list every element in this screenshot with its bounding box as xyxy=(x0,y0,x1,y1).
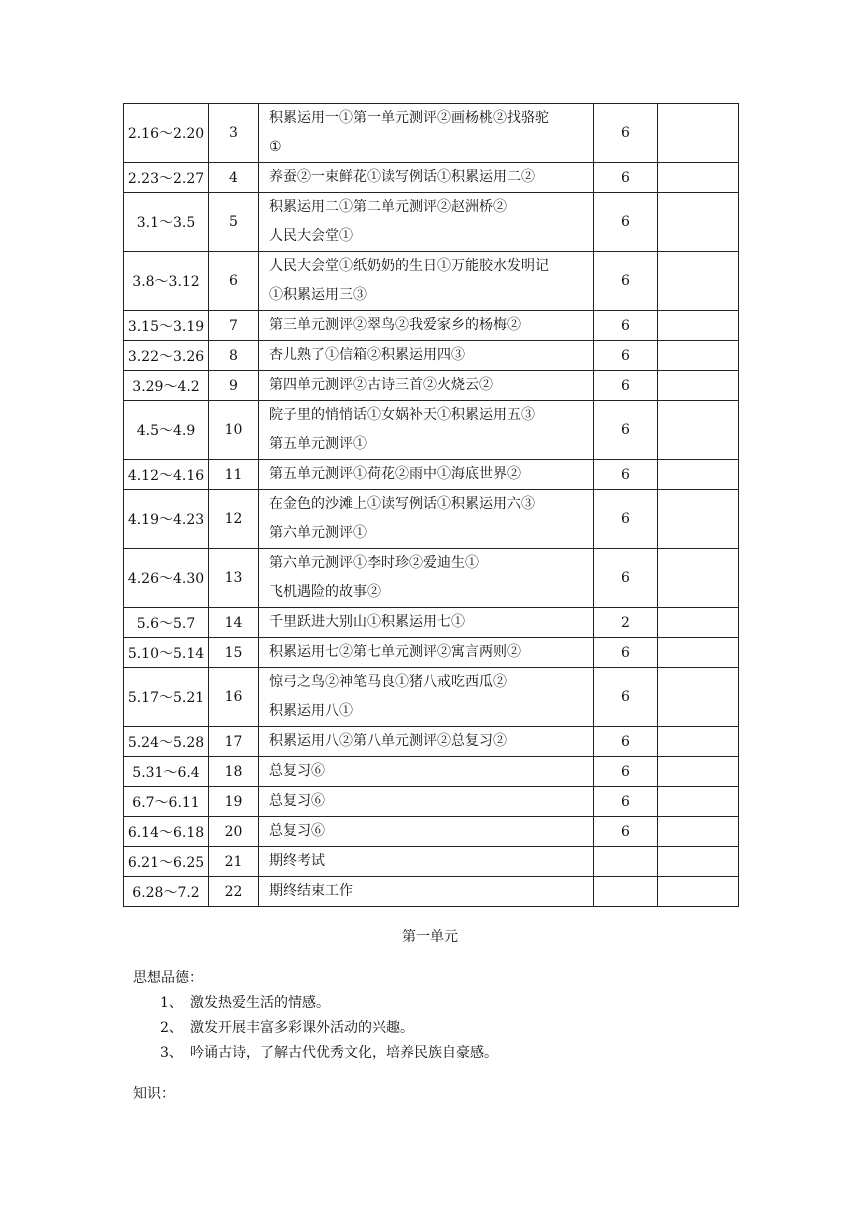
content-line: 第六单元测评① xyxy=(269,525,367,541)
week-cell: 9 xyxy=(209,371,259,401)
knowledge-heading: 知识： xyxy=(133,1086,175,1102)
schedule-row xyxy=(124,252,739,311)
notes-cell xyxy=(658,490,739,549)
week-cell: 13 xyxy=(209,549,259,608)
goal-item xyxy=(160,1041,498,1066)
content-line: 积累运用二①第二单元测评②赵洲桥② xyxy=(269,199,507,215)
date-cell: 6.14～6.18 xyxy=(124,817,209,847)
content-line: 人民大会堂①纸奶奶的生日①万能胶水发明记 xyxy=(269,258,549,274)
content-cell xyxy=(259,252,594,311)
content-line: 第五单元测评① xyxy=(269,436,367,452)
week-cell: 12 xyxy=(209,490,259,549)
date-cell: 4.5～4.9 xyxy=(124,401,209,460)
notes-cell xyxy=(658,877,739,907)
notes-cell xyxy=(658,847,739,877)
schedule-row xyxy=(124,757,739,787)
hours-cell: 6 xyxy=(594,401,658,460)
date-cell: 2.16～2.20 xyxy=(124,104,209,163)
date-cell: 4.12～4.16 xyxy=(124,460,209,490)
date-cell: 5.24～5.28 xyxy=(124,727,209,757)
notes-cell xyxy=(658,638,739,668)
date-cell: 3.8～3.12 xyxy=(124,252,209,311)
content-cell xyxy=(259,549,594,608)
goal-text: 吟诵古诗，了解古代优秀文化，培养民族自豪感。 xyxy=(190,1045,498,1061)
week-cell: 5 xyxy=(209,193,259,252)
week-cell: 17 xyxy=(209,727,259,757)
date-cell: 3.15～3.19 xyxy=(124,311,209,341)
goal-text: 激发热爱生活的情感。 xyxy=(190,995,330,1011)
content-line: 总复习⑥ xyxy=(269,823,325,839)
week-cell: 4 xyxy=(209,163,259,193)
content-line: 积累运用一①第一单元测评②画杨桃②找骆驼 xyxy=(269,110,549,126)
content-line: 总复习⑥ xyxy=(269,793,325,809)
date-cell: 3.29～4.2 xyxy=(124,371,209,401)
goal-text: 激发开展丰富多彩课外活动的兴趣。 xyxy=(190,1020,414,1036)
notes-cell xyxy=(658,460,739,490)
content-cell xyxy=(259,311,594,341)
content-cell xyxy=(259,104,594,163)
schedule-row xyxy=(124,341,739,371)
schedule-row xyxy=(124,104,739,163)
content-cell xyxy=(259,668,594,727)
date-cell: 4.26～4.30 xyxy=(124,549,209,608)
schedule-row xyxy=(124,549,739,608)
date-cell: 4.19～4.23 xyxy=(124,490,209,549)
content-line: 期终结束工作 xyxy=(269,883,353,899)
week-cell: 15 xyxy=(209,638,259,668)
notes-cell xyxy=(658,252,739,311)
content-cell xyxy=(259,460,594,490)
schedule-row xyxy=(124,490,739,549)
hours-cell: 6 xyxy=(594,817,658,847)
content-line: 积累运用八②第八单元测评②总复习② xyxy=(269,733,507,749)
hours-cell: 6 xyxy=(594,549,658,608)
content-line: ① xyxy=(269,139,282,155)
content-line: 杏儿熟了①信箱②积累运用四③ xyxy=(269,347,465,363)
week-cell: 11 xyxy=(209,460,259,490)
hours-cell: 6 xyxy=(594,787,658,817)
schedule-row xyxy=(124,193,739,252)
week-cell: 16 xyxy=(209,668,259,727)
week-cell: 18 xyxy=(209,757,259,787)
content-cell xyxy=(259,787,594,817)
content-line: 第六单元测评①李时珍②爱迪生① xyxy=(269,555,479,571)
moral-heading: 思想品德： xyxy=(133,970,203,986)
content-cell xyxy=(259,490,594,549)
content-cell xyxy=(259,341,594,371)
hours-cell: 6 xyxy=(594,163,658,193)
notes-cell xyxy=(658,787,739,817)
date-cell: 5.17～5.21 xyxy=(124,668,209,727)
date-cell: 6.28～7.2 xyxy=(124,877,209,907)
content-line: ①积累运用三③ xyxy=(269,287,367,303)
notes-cell xyxy=(658,668,739,727)
notes-cell xyxy=(658,193,739,252)
notes-cell xyxy=(658,817,739,847)
schedule-row xyxy=(124,460,739,490)
notes-cell xyxy=(658,549,739,608)
week-cell: 7 xyxy=(209,311,259,341)
content-line: 飞机遇险的故事② xyxy=(269,584,381,600)
notes-cell xyxy=(658,757,739,787)
week-cell: 8 xyxy=(209,341,259,371)
schedule-row xyxy=(124,787,739,817)
unit-title: 第一单元 xyxy=(402,929,458,945)
hours-cell: 6 xyxy=(594,460,658,490)
hours-cell: 6 xyxy=(594,252,658,311)
date-cell: 3.1～3.5 xyxy=(124,193,209,252)
content-line: 在金色的沙滩上①读写例话①积累运用六③ xyxy=(269,496,535,512)
content-line: 积累运用七②第七单元测评②寓言两则② xyxy=(269,644,521,660)
goal-item xyxy=(160,991,498,1016)
hours-cell: 6 xyxy=(594,341,658,371)
week-cell: 6 xyxy=(209,252,259,311)
hours-cell: 6 xyxy=(594,757,658,787)
content-cell xyxy=(259,638,594,668)
hours-cell xyxy=(594,877,658,907)
goal-item xyxy=(160,1016,498,1041)
content-line: 第五单元测评①荷花②雨中①海底世界② xyxy=(269,466,521,482)
notes-cell xyxy=(658,104,739,163)
notes-cell xyxy=(658,371,739,401)
hours-cell: 6 xyxy=(594,490,658,549)
content-line: 院子里的悄悄话①女娲补天①积累运用五③ xyxy=(269,407,535,423)
content-cell xyxy=(259,817,594,847)
week-cell: 14 xyxy=(209,608,259,638)
hours-cell: 6 xyxy=(594,638,658,668)
schedule-row xyxy=(124,638,739,668)
schedule-row xyxy=(124,847,739,877)
date-cell: 3.22～3.26 xyxy=(124,341,209,371)
content-cell xyxy=(259,193,594,252)
hours-cell: 6 xyxy=(594,311,658,341)
date-cell: 5.10～5.14 xyxy=(124,638,209,668)
content-line: 第四单元测评②古诗三首②火烧云② xyxy=(269,377,493,393)
schedule-row xyxy=(124,163,739,193)
schedule-row xyxy=(124,608,739,638)
content-cell xyxy=(259,401,594,460)
hours-cell: 6 xyxy=(594,727,658,757)
hours-cell xyxy=(594,847,658,877)
schedule-row xyxy=(124,311,739,341)
date-cell: 2.23～2.27 xyxy=(124,163,209,193)
notes-cell xyxy=(658,401,739,460)
notes-cell xyxy=(658,608,739,638)
date-cell: 6.7～6.11 xyxy=(124,787,209,817)
schedule-table xyxy=(123,103,739,907)
content-line: 养蚕②一束鲜花①读写例话①积累运用二② xyxy=(269,169,535,185)
hours-cell: 2 xyxy=(594,608,658,638)
hours-cell: 6 xyxy=(594,104,658,163)
schedule-row xyxy=(124,877,739,907)
content-cell xyxy=(259,757,594,787)
week-cell: 19 xyxy=(209,787,259,817)
content-line: 总复习⑥ xyxy=(269,763,325,779)
week-cell: 3 xyxy=(209,104,259,163)
content-line: 人民大会堂① xyxy=(269,228,353,244)
hours-cell: 6 xyxy=(594,371,658,401)
content-cell xyxy=(259,608,594,638)
goal-number: 1、 xyxy=(160,995,183,1011)
notes-cell xyxy=(658,727,739,757)
schedule-row xyxy=(124,401,739,460)
content-line: 千里跃进大别山①积累运用七① xyxy=(269,614,465,630)
week-cell: 22 xyxy=(209,877,259,907)
week-cell: 10 xyxy=(209,401,259,460)
content-line: 第三单元测评②翠鸟②我爱家乡的杨梅② xyxy=(269,317,521,333)
content-line: 惊弓之鸟②神笔马良①猪八戒吃西瓜② xyxy=(269,674,507,690)
schedule-row xyxy=(124,817,739,847)
moral-goals-list xyxy=(160,991,498,1066)
content-cell xyxy=(259,371,594,401)
content-cell xyxy=(259,847,594,877)
schedule-row xyxy=(124,727,739,757)
hours-cell: 6 xyxy=(594,668,658,727)
notes-cell xyxy=(658,163,739,193)
notes-cell xyxy=(658,341,739,371)
date-cell: 5.31～6.4 xyxy=(124,757,209,787)
week-cell: 21 xyxy=(209,847,259,877)
content-cell xyxy=(259,727,594,757)
date-cell: 6.21～6.25 xyxy=(124,847,209,877)
content-cell xyxy=(259,877,594,907)
hours-cell: 6 xyxy=(594,193,658,252)
content-line: 积累运用八① xyxy=(269,703,353,719)
date-cell: 5.6～5.7 xyxy=(124,608,209,638)
content-cell xyxy=(259,163,594,193)
goal-number: 2、 xyxy=(160,1020,183,1036)
goal-number: 3、 xyxy=(160,1045,183,1061)
week-cell: 20 xyxy=(209,817,259,847)
content-line: 期终考试 xyxy=(269,853,325,869)
notes-cell xyxy=(658,311,739,341)
schedule-row xyxy=(124,371,739,401)
schedule-row xyxy=(124,668,739,727)
